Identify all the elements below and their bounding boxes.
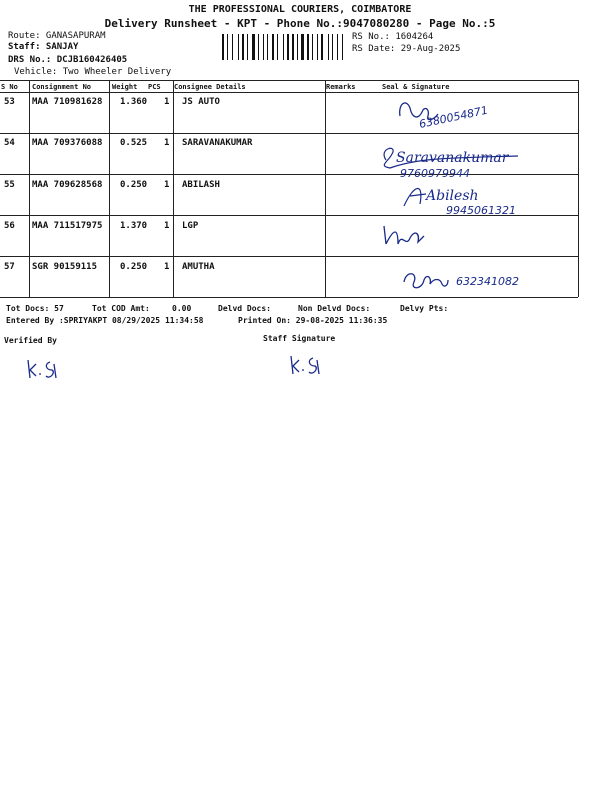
vehicle-label: Vehicle: Two Wheeler Delivery	[14, 67, 172, 77]
row-consignment: SGR 90159115	[32, 262, 98, 272]
col-header-pcs: PCS	[148, 83, 161, 91]
row-sno: 55	[4, 180, 15, 190]
col-header-consignment: Consignment No	[32, 83, 92, 91]
row-weight: 1.360	[120, 97, 148, 107]
staff-label: Staff: SANJAY	[8, 42, 79, 52]
row-sno: 53	[4, 97, 15, 107]
signature-scribble-57	[400, 266, 560, 296]
row-pcs: 1	[164, 97, 170, 107]
row-consignment: MAA 710981628	[32, 97, 103, 107]
col-header-sno: S No	[1, 83, 18, 91]
col-header-weight: Weight	[112, 83, 138, 91]
col-header-signature: Seal & Signature	[382, 83, 450, 91]
row-consignee: LGP	[182, 221, 199, 231]
row-weight: 0.525	[120, 138, 148, 148]
signature-scribble-53	[396, 94, 506, 134]
verified-by-label: Verified By	[4, 336, 57, 345]
row-pcs: 1	[164, 221, 170, 231]
svg-text:Abilesh: Abilesh	[426, 188, 479, 204]
row-consignment: MAA 711517975	[32, 221, 103, 231]
handwritten-phone: 6380054871	[417, 103, 490, 131]
drs-number: DRS No.: DCJB160426405	[8, 55, 128, 65]
handwritten-phone: 632341082	[456, 275, 519, 288]
staff-initials-signature	[287, 352, 337, 378]
staff-signature-label: Staff Signature	[263, 334, 336, 343]
delivery-points: Delvy Pts:	[400, 304, 449, 313]
company-title: THE PROFESSIONAL COURIERS, COIMBATORE	[188, 4, 412, 15]
delivered-docs: Delvd Docs:	[218, 304, 271, 313]
signature-scribble-55	[400, 178, 550, 220]
rs-date: RS Date: 29-Aug-2025	[352, 44, 461, 54]
non-delivered-docs: Non Delvd Docs:	[298, 304, 371, 313]
printed-on: Printed On: 29-08-2025 11:36:35	[238, 316, 388, 325]
total-cod-label: Tot COD Amt:	[92, 304, 150, 313]
row-sno: 56	[4, 221, 15, 231]
signature-scribble-56	[380, 220, 450, 256]
row-weight: 0.250	[120, 262, 148, 272]
row-consignee: ABILASH	[182, 180, 220, 190]
row-pcs: 1	[164, 138, 170, 148]
verifier-signature	[24, 356, 74, 382]
barcode-image	[222, 34, 346, 60]
row-consignee: AMUTHA	[182, 262, 215, 272]
row-consignment: MAA 709376088	[32, 138, 103, 148]
row-sno: 54	[4, 138, 15, 148]
row-consignee: SARAVANAKUMAR	[182, 138, 253, 148]
row-sno: 57	[4, 262, 15, 272]
handwritten-phone: 9945061321	[446, 204, 516, 217]
row-consignment: MAA 709628568	[32, 180, 103, 190]
row-pcs: 1	[164, 262, 170, 272]
col-header-remarks: Remarks	[326, 83, 356, 91]
rs-number: RS No.: 1604264	[352, 32, 434, 42]
svg-text:Saravanakumar: Saravanakumar	[396, 150, 509, 166]
col-header-consignee: Consignee Details	[174, 83, 246, 91]
total-docs: Tot Docs: 57	[6, 304, 64, 313]
row-pcs: 1	[164, 180, 170, 190]
row-consignee: JS AUTO	[182, 97, 220, 107]
handwritten-phone: 9760979944	[400, 167, 470, 180]
entered-by: Entered By :SPRIYAKPT 08/29/2025 11:34:58	[6, 316, 204, 325]
row-weight: 0.250	[120, 180, 148, 190]
signature-scribble-54	[378, 140, 548, 180]
total-cod-amount: 0.00	[172, 304, 192, 313]
route-label: Route: GANASAPURAM	[8, 31, 106, 41]
runsheet-subtitle: Delivery Runsheet - KPT - Phone No.:9047080280 - Page No.:5	[104, 17, 496, 30]
row-weight: 1.370	[120, 221, 148, 231]
